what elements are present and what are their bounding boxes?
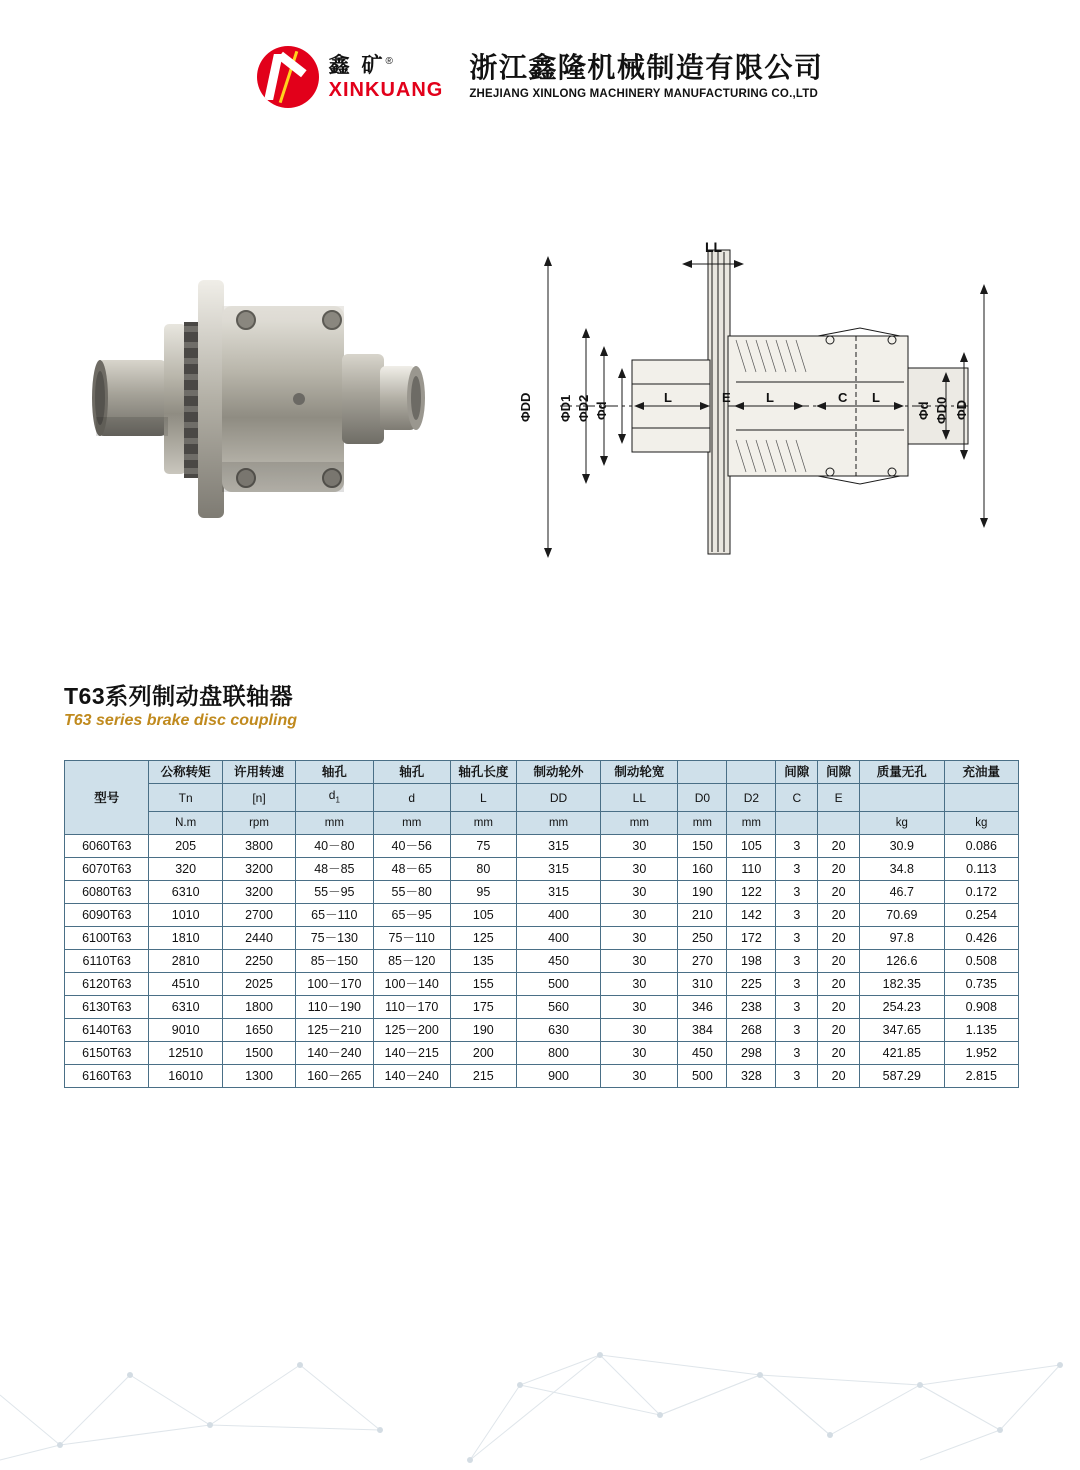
table-cell: 85－150 (296, 950, 373, 973)
table-cell: 2810 (149, 950, 222, 973)
table-cell: 40－56 (373, 835, 450, 858)
table-cell: 30 (601, 904, 678, 927)
table-cell: 0.426 (944, 927, 1018, 950)
symbol-oil (944, 784, 1018, 812)
company-name-cn: 浙江鑫隆机械制造有限公司 (469, 52, 824, 84)
table-cell: 2440 (222, 927, 295, 950)
table-cell: 0.254 (944, 904, 1018, 927)
table-cell: 100－170 (296, 973, 373, 996)
table-row (65, 858, 1019, 881)
logo-spark-icon (278, 51, 298, 103)
header-nominal-torque: 公称转矩 (149, 761, 222, 784)
logo-chinese-name: 鑫 矿® (328, 53, 396, 77)
table-cell: 384 (678, 1019, 727, 1042)
table-cell: 80 (450, 858, 516, 881)
table-cell: 2700 (222, 904, 295, 927)
section-title-en: T63 series brake disc coupling (64, 712, 297, 729)
dim-label-D1: ΦD1 (558, 394, 573, 422)
table-cell: 20 (818, 1042, 860, 1065)
table-row (65, 973, 1019, 996)
table-cell: 587.29 (860, 1065, 945, 1088)
table-cell: 160 (678, 858, 727, 881)
cell-model: 6080T63 (65, 881, 149, 904)
table-cell: 20 (818, 996, 860, 1019)
table-cell: 1010 (149, 904, 222, 927)
table-cell: 320 (149, 858, 222, 881)
table-cell: 2025 (222, 973, 295, 996)
table-cell: 500 (678, 1065, 727, 1088)
section-title-cn: T63系列制动盘联轴器 (64, 683, 294, 709)
table-cell: 1650 (222, 1019, 295, 1042)
table-cell: 105 (727, 835, 776, 858)
table-cell: 97.8 (860, 927, 945, 950)
table-cell: 1300 (222, 1065, 295, 1088)
table-cell: 347.65 (860, 1019, 945, 1042)
symbol-e: E (818, 784, 860, 812)
unit-d1: mm (296, 812, 373, 835)
table-cell: 140－240 (296, 1042, 373, 1065)
table-cell: 198 (727, 950, 776, 973)
table-header-row-unit (65, 812, 1019, 835)
table-cell: 3 (776, 1065, 818, 1088)
table-cell: 105 (450, 904, 516, 927)
table-cell: 0.172 (944, 881, 1018, 904)
table-cell: 450 (678, 1042, 727, 1065)
table-cell: 9010 (149, 1019, 222, 1042)
table-cell: 140－240 (373, 1065, 450, 1088)
table-cell: 190 (450, 1019, 516, 1042)
table-cell: 110 (727, 858, 776, 881)
table-cell: 2.815 (944, 1065, 1018, 1088)
table-cell: 421.85 (860, 1042, 945, 1065)
table-cell: 238 (727, 996, 776, 1019)
table-cell: 125－210 (296, 1019, 373, 1042)
cell-model: 6150T63 (65, 1042, 149, 1065)
table-cell: 155 (450, 973, 516, 996)
technical-drawing (500, 232, 1030, 572)
table-cell: 3800 (222, 835, 295, 858)
table-cell: 75－130 (296, 927, 373, 950)
table-cell: 400 (516, 927, 601, 950)
table-cell: 48－85 (296, 858, 373, 881)
table-header-row-name (65, 761, 1019, 784)
table-cell: 215 (450, 1065, 516, 1088)
table-cell: 1810 (149, 927, 222, 950)
symbol-n: [n] (222, 784, 295, 812)
table-cell: 3 (776, 1019, 818, 1042)
table-cell: 1500 (222, 1042, 295, 1065)
table-cell: 315 (516, 858, 601, 881)
table-cell: 315 (516, 881, 601, 904)
cell-model: 6090T63 (65, 904, 149, 927)
table-cell: 3 (776, 927, 818, 950)
cell-model: 6100T63 (65, 927, 149, 950)
table-cell: 110－170 (373, 996, 450, 1019)
symbol-ll: LL (601, 784, 678, 812)
table-cell: 0.086 (944, 835, 1018, 858)
table-header-row-symbol (65, 784, 1019, 812)
table-cell: 270 (678, 950, 727, 973)
symbol-d1: $d_1$ (296, 784, 373, 812)
header-allowable-speed: 许用转速 (222, 761, 295, 784)
table-cell: 30 (601, 973, 678, 996)
table-row (65, 1065, 1019, 1088)
table-cell: 400 (516, 904, 601, 927)
cell-model: 6130T63 (65, 996, 149, 1019)
unit-d: mm (373, 812, 450, 835)
table-cell: 268 (727, 1019, 776, 1042)
table-cell: 160－265 (296, 1065, 373, 1088)
table-cell: 172 (727, 927, 776, 950)
table-cell: 315 (516, 835, 601, 858)
table-cell: 20 (818, 1019, 860, 1042)
table-cell: 20 (818, 858, 860, 881)
table-cell: 1.135 (944, 1019, 1018, 1042)
table-cell: 85－120 (373, 950, 450, 973)
table-cell: 310 (678, 973, 727, 996)
dim-label-D2: ΦD2 (576, 394, 591, 422)
table-cell: 3 (776, 973, 818, 996)
table-cell: 3 (776, 881, 818, 904)
unit-l: mm (450, 812, 516, 835)
page-header (0, 46, 1080, 108)
symbol-d2: D2 (727, 784, 776, 812)
table-cell: 30.9 (860, 835, 945, 858)
table-cell: 2250 (222, 950, 295, 973)
specification-table (64, 760, 1019, 1088)
table-cell: 95 (450, 881, 516, 904)
header-bore-d: 轴孔 (373, 761, 450, 784)
header-bore-d1: 轴孔 (296, 761, 373, 784)
dim-label-L-left: L (664, 390, 672, 405)
table-row (65, 1019, 1019, 1042)
cell-model: 6160T63 (65, 1065, 149, 1088)
table-row (65, 881, 1019, 904)
table-cell: 20 (818, 950, 860, 973)
logo-text (329, 55, 444, 100)
company-name-block (469, 52, 823, 101)
table-cell: 30 (601, 858, 678, 881)
unit-d2: mm (727, 812, 776, 835)
table-cell: 500 (516, 973, 601, 996)
table-cell: 346 (678, 996, 727, 1019)
dim-label-L-mid: L (766, 390, 774, 405)
table-cell: 0.508 (944, 950, 1018, 973)
logo-english-name: XINKUANG (328, 78, 444, 101)
header-clearance-e: 间隙 (818, 761, 860, 784)
dim-label-D0: ΦD0 (934, 396, 949, 424)
table-cell: 48－65 (373, 858, 450, 881)
table-cell: 20 (818, 835, 860, 858)
table-cell: 1.952 (944, 1042, 1018, 1065)
table-cell: 175 (450, 996, 516, 1019)
symbol-l: L (450, 784, 516, 812)
table-cell: 6310 (149, 996, 222, 1019)
table-cell: 125－200 (373, 1019, 450, 1042)
header-oil-fill: 充油量 (944, 761, 1018, 784)
unit-c (776, 812, 818, 835)
table-cell: 3 (776, 858, 818, 881)
symbol-tn: Tn (149, 784, 222, 812)
unit-mass: kg (860, 812, 945, 835)
table-cell: 182.35 (860, 973, 945, 996)
dim-label-L-right: L (872, 390, 880, 405)
table-cell: 205 (149, 835, 222, 858)
header-model: 型号 (65, 761, 149, 835)
table-cell: 0.908 (944, 996, 1018, 1019)
unit-d0: mm (678, 812, 727, 835)
table-cell: 3 (776, 1042, 818, 1065)
table-cell: 40－80 (296, 835, 373, 858)
dim-label-d-left: Φd (594, 401, 609, 420)
table-cell: 30 (601, 1019, 678, 1042)
table-cell: 55－95 (296, 881, 373, 904)
table-cell: 250 (678, 927, 727, 950)
table-cell: 3200 (222, 858, 295, 881)
cell-model: 6060T63 (65, 835, 149, 858)
dim-label-LL: LL (705, 239, 723, 255)
symbol-dd: DD (516, 784, 601, 812)
table-cell: 30 (601, 1065, 678, 1088)
footer-decoration (0, 1255, 1080, 1465)
table-cell: 75 (450, 835, 516, 858)
symbol-d: d (373, 784, 450, 812)
table-cell: 298 (727, 1042, 776, 1065)
table-row (65, 927, 1019, 950)
table-cell: 20 (818, 973, 860, 996)
table-cell: 20 (818, 927, 860, 950)
table-cell: 142 (727, 904, 776, 927)
table-cell: 12510 (149, 1042, 222, 1065)
company-name-en: ZHEJIANG XINLONG MACHINERY MANUFACTURING CO.,LTD (469, 88, 818, 101)
table-row (65, 835, 1019, 858)
symbol-c: C (776, 784, 818, 812)
table-row (65, 996, 1019, 1019)
company-logo (257, 46, 444, 108)
cell-model: 6120T63 (65, 973, 149, 996)
unit-tn: N.m (149, 812, 222, 835)
cell-model: 6140T63 (65, 1019, 149, 1042)
table-cell: 65－110 (296, 904, 373, 927)
table-cell: 100－140 (373, 973, 450, 996)
specification-table-wrapper (64, 760, 1019, 1088)
logo-mark-icon (257, 46, 319, 108)
table-cell: 190 (678, 881, 727, 904)
table-cell: 122 (727, 881, 776, 904)
table-cell: 3 (776, 996, 818, 1019)
table-cell: 30 (601, 950, 678, 973)
table-cell: 0.735 (944, 973, 1018, 996)
table-cell: 30 (601, 996, 678, 1019)
header-d2-blank (727, 761, 776, 784)
table-body (65, 835, 1019, 1088)
header-bore-length: 轴孔长度 (450, 761, 516, 784)
table-cell: 6310 (149, 881, 222, 904)
table-cell: 135 (450, 950, 516, 973)
unit-ll: mm (601, 812, 678, 835)
header-d0-blank (678, 761, 727, 784)
table-cell: 70.69 (860, 904, 945, 927)
table-cell: 630 (516, 1019, 601, 1042)
table-cell: 254.23 (860, 996, 945, 1019)
dim-label-C: C (838, 390, 848, 405)
table-cell: 200 (450, 1042, 516, 1065)
dim-label-DD: ΦDD (518, 392, 533, 422)
table-cell: 16010 (149, 1065, 222, 1088)
unit-n: rpm (222, 812, 295, 835)
table-head (65, 761, 1019, 835)
symbol-mass (860, 784, 945, 812)
table-cell: 20 (818, 904, 860, 927)
table-cell: 225 (727, 973, 776, 996)
table-cell: 30 (601, 927, 678, 950)
header-brake-outer: 制动轮外 (516, 761, 601, 784)
table-cell: 0.113 (944, 858, 1018, 881)
table-cell: 3 (776, 835, 818, 858)
table-row (65, 950, 1019, 973)
table-cell: 3 (776, 950, 818, 973)
table-cell: 30 (601, 1042, 678, 1065)
dim-label-E: E (722, 390, 731, 405)
table-cell: 55－80 (373, 881, 450, 904)
table-cell: 46.7 (860, 881, 945, 904)
table-cell: 800 (516, 1042, 601, 1065)
table-row (65, 904, 1019, 927)
cell-model: 6110T63 (65, 950, 149, 973)
unit-dd: mm (516, 812, 601, 835)
dim-label-d-right: Φd (916, 401, 931, 420)
cell-model: 6070T63 (65, 858, 149, 881)
table-cell: 126.6 (860, 950, 945, 973)
table-cell: 110－190 (296, 996, 373, 1019)
table-cell: 125 (450, 927, 516, 950)
table-cell: 3 (776, 904, 818, 927)
dim-label-D: ΦD (954, 399, 969, 420)
header-brake-width: 制动轮宽 (601, 761, 678, 784)
table-cell: 75－110 (373, 927, 450, 950)
table-cell: 20 (818, 1065, 860, 1088)
table-cell: 450 (516, 950, 601, 973)
unit-oil: kg (944, 812, 1018, 835)
table-cell: 3200 (222, 881, 295, 904)
table-cell: 328 (727, 1065, 776, 1088)
table-cell: 30 (601, 835, 678, 858)
registered-trademark-icon: ® (385, 55, 396, 67)
table-cell: 1800 (222, 996, 295, 1019)
header-mass: 质量无孔 (860, 761, 945, 784)
unit-e (818, 812, 860, 835)
table-cell: 30 (601, 881, 678, 904)
table-cell: 900 (516, 1065, 601, 1088)
table-cell: 150 (678, 835, 727, 858)
table-cell: 34.8 (860, 858, 945, 881)
table-cell: 210 (678, 904, 727, 927)
header-clearance-c: 间隙 (776, 761, 818, 784)
table-cell: 4510 (149, 973, 222, 996)
table-cell: 560 (516, 996, 601, 1019)
table-cell: 20 (818, 881, 860, 904)
table-cell: 140－215 (373, 1042, 450, 1065)
symbol-d0: D0 (678, 784, 727, 812)
table-row (65, 1042, 1019, 1065)
table-cell: 65－95 (373, 904, 450, 927)
product-photo (86, 262, 436, 534)
